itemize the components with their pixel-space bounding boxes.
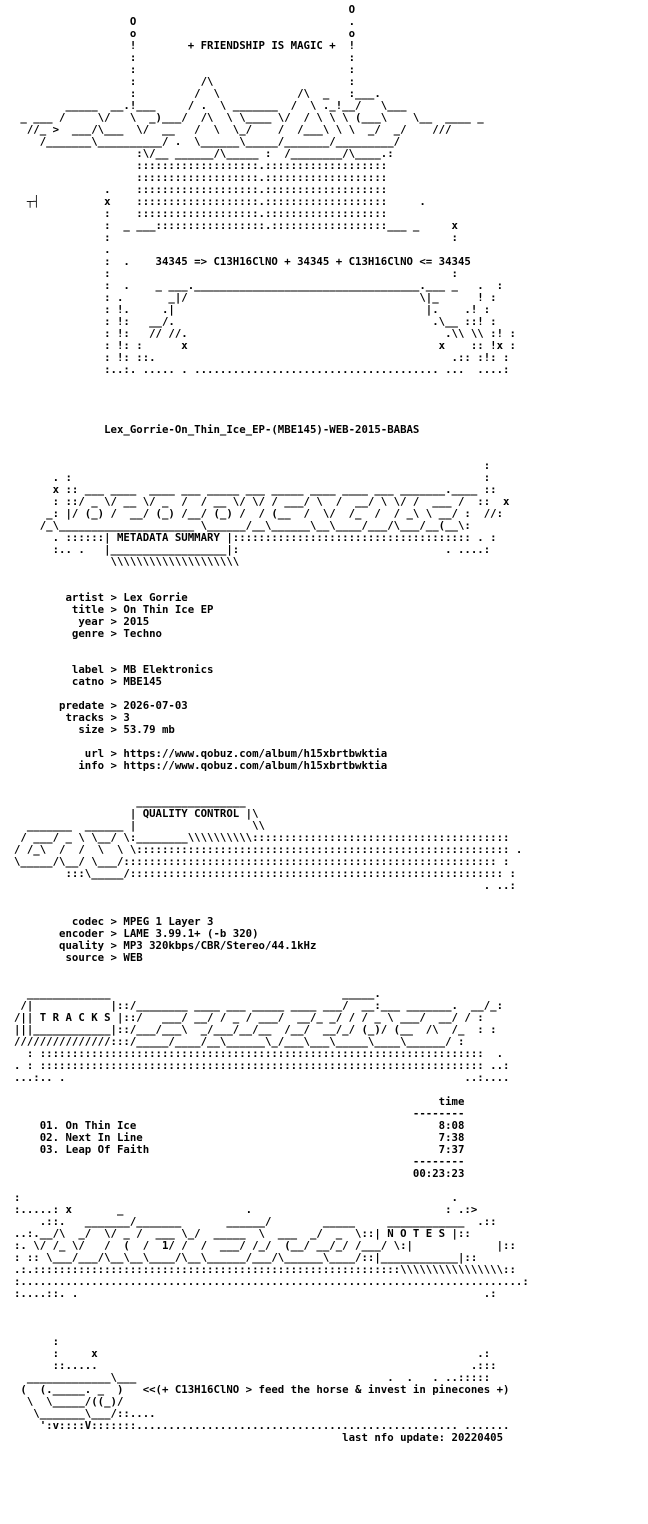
spacer	[14, 892, 644, 916]
notes-banner: : . :.....: x _ . : .:> .::. _______/_______ ______/ _____ ____________ .:: ..:.__/\ _/ \/ _ / ___ \_/ _____ \ ___ _/ _ \::| N O T E S |:: :. \/ /_ \/ / ( / 1/ / / ___/ /_/ (__/ __/_/ /___/ \:| |:: : :: \___/___/\__\__\____/\__\______/___/\______\____/::|____________|:: .:.:::::::::::::::::::::::::::::::::::::::::::::::::::::::::\\\\\\\\\\\\\\\\:: :..............................................................................: :....::. . .:	[14, 1191, 529, 1300]
spacer	[14, 376, 644, 424]
metadata-predate-section: predate > 2026-07-03 tracks > 3 size > 53.79 mb	[59, 699, 188, 736]
tracklist: time -------- 01. On Thin Ice 8:08 02. Next In Line 7:38 03. Leap Of Faith 7:37 -------- 00:23:23	[39, 1095, 465, 1180]
spacer	[14, 436, 644, 460]
footer-ship-art: : : x .: ::..... .::: _____________\___ . . . ..::::: ( (._____. _ ) <<(+ C13H16ClNO > feed the horse & invest in pinecones +) \ \_____/((_)/ \_______\___/::.... ':v::::V:::::::.................................................. .......	[20, 1335, 510, 1432]
quality-section: codec > MPEG 1 Layer 3 encoder > LAME 3.99.1+ (-b 320) quality > MP3 320kbps/CBR/Stereo/44.1kHz source > WEB	[59, 915, 317, 964]
nfo-document	[14, 4, 644, 1444]
metadata-label-section: label > MB Elektronics catno > MBE145	[71, 663, 214, 688]
release-title: Lex_Gorrie-On_Thin_Ice_EP-(MBE145)-WEB-2015-BABAS	[14, 423, 420, 436]
spacer	[14, 640, 644, 664]
friendship-header-art: O O . o o ! + FRIENDSHIP IS MAGIC + ! : : : : : /\ : : / \ /\ _ :___. _____ __.!___ / . \ _______ / \ ._!__/ \___ _ ___ / \/ \ _)___/ /\ \ \____ \/ / \ \ \ (___\ \__ ____ _ //_ > ___/\___ \/ __ / \ \_/ / /___\ \ \ _/ _/ /// /_______\__________/ . \______\_____/_______/_________/ :\/__ ______/\_____ : /________/\____.: :::::::::::::::::::.::::::::::::::::::: :::::::::::::::::::.::::::::::::::::::: . :::::::::::::::::::.::::::::::::::::::: ┬┤ x :::::::::::::::::::.::::::::::::::::::: . : :::::::::::::::::::.::::::::::::::::::: : _ ___:::::::::::::::::.::::::::::::::::::___ _ x : : . : . 34345 => C13H16ClNO + 34345 + C13H16ClNO <= 34345 : : : . _ ___.___________________________________.___ _ . : : . _|/ \|_ ! : : !. .| |. .! : : !: __/. .\__ ::! : : !: // //. .\\ \\ :! : : !: : x x :: !x : : !: ::. .:: :!: : :..:. ..... . ...................................... ... ....:	[20, 4, 516, 376]
metadata-summary-banner: : . : : x :: ___ ____ ____ ___ _____ ___ _____ ____ ____ ___ _______.____ :: : ::/ _ \/ __ \/ _ / / __ \/ \/ / ___/ \ / __/ \ \/ / ___ / :: x _: |/ (_) / __/ (_) /__/ (_) / / (__ / \/ /_ / / _\ \ __/ : //: /_\_____________________ \______/__\______\__\____/___/\___/__(__\: . ::::::| METADATA SUMMARY |::::::::::::::::::::::::::::::::::::: . : :.. . |__________________|: . ....: \\\\\\\\\\\\\\\\\\\\	[39, 459, 510, 568]
metadata-url-section: url > https://www.qobuz.com/album/h15xbrtbwktia info > https://www.qobuz.com/album/h15xbrtbwktia	[78, 747, 388, 772]
spacer	[14, 964, 644, 988]
last-update-line: last nfo update: 20220405	[14, 1431, 504, 1444]
quality-control-banner: _________________ | QUALITY CONTROL |\ _______ ______ | \\ / ___/ _ \ \__/ \:________\\\\\\\\\\:::::::::::::::::::::::::::::::::::::::: / /_\ / / \ \ \:::::::::::::::::::::::::::::::::::::::::::::::::::::::::: . \_____/\__/ \___/:::::::::::::::::::::::::::::::::::::::::::::::::::::::::: : :::\_____/:::::::::::::::::::::::::::::::::::::::::::::::::::::::::: : . ..:	[14, 795, 523, 892]
spacer	[14, 568, 644, 592]
spacer	[14, 1300, 644, 1336]
tracks-banner: _____________ _____. /| |::/________ ____ ___ _____ ____ ___/ __:___ _______. __/_: /|| T R A C K S |::/ ___/ __/ / _ / ___/ __/_ _/ / / _ \ ___/ __/ / : |||____________|::/___/___\ _/___/__/__ /__/ __/_/ (_)/ (__ /\ /_ : : ///////////////:::/_____/____/__\______\_/___\___\_____\____\______/ : : ::::::::::::::::::::::::::::::::::::::::::::::::::::::::::::::::::::: . . : ::::::::::::::::::::::::::::::::::::::::::::::::::::::::::::::::::::: ..: ...:.. . ..:....	[14, 987, 510, 1084]
metadata-artist-section: artist > Lex Gorrie title > On Thin Ice EP year > 2015 genre > Techno	[65, 591, 214, 640]
spacer	[14, 772, 644, 796]
